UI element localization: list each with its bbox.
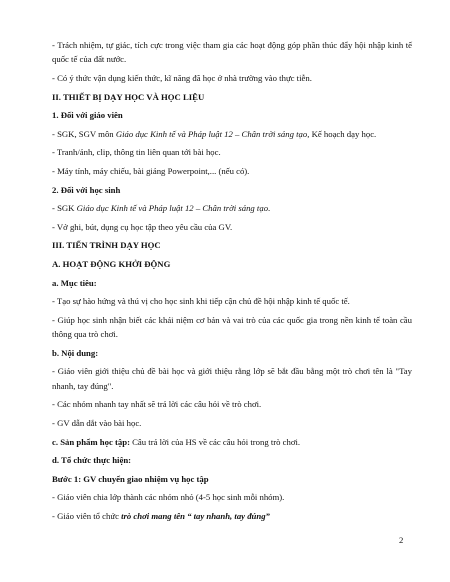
text-segment: .	[268, 203, 271, 214]
paragraph-apply-knowledge: - Có ý thức vận dụng kiến thức, kĩ năng đã học ở nhà trường vào thực tiễn.	[52, 73, 312, 83]
text-segment: - SGK	[52, 203, 77, 214]
page-number: 2	[399, 535, 404, 545]
document-body	[52, 38, 412, 527]
step-heading-1: Bước 1: GV chuyển giao nhiệm vụ học tập	[52, 473, 209, 484]
paragraph-computers: - Máy tính, máy chiếu, bài giảng Powerpoint,... (nếu có).	[52, 165, 250, 176]
book-title: Giáo dục Kinh tế và Pháp luật 12 – Chân trời sáng tạo	[76, 203, 269, 214]
text-segment: - Giáo viên tổ chức	[52, 510, 122, 521]
subheading-student: 2. Đối với học sinh	[52, 184, 121, 195]
paragraph-game-intro: - Giáo viên giới thiệu chủ đề bài học và giới thiệu rằng lớp sẽ bắt đầu bằng một trò chơi tên là "Tay nhanh, tay đúng".	[52, 366, 412, 391]
paragraph-teacher-materials	[52, 127, 412, 141]
activity-heading-warmup: A. HOẠT ĐỘNG KHỞI ĐỘNG	[52, 258, 171, 269]
paragraph-images: - Tranh/ảnh, clip, thông tin liên quan tới bài học.	[52, 147, 221, 158]
section-heading-equipment: II. THIẾT BỊ DẠY HỌC VÀ HỌC LIỆU	[52, 91, 205, 102]
subheading-content: b. Nội dung:	[52, 347, 99, 358]
game-name: trò chơi mang tên “ tay nhanh, tay đúng”	[121, 510, 270, 521]
paragraph-learning-product	[52, 435, 412, 449]
section-heading-process: III. TIẾN TRÌNH DẠY HỌC	[52, 240, 161, 251]
paragraph-student-textbook	[52, 201, 412, 215]
subheading-product: c. Sản phẩm học tập:	[52, 436, 130, 447]
text-segment: Câu trả lời của HS về các câu hỏi trong trò chơi.	[129, 436, 301, 447]
subheading-organization: d. Tổ chức thực hiện:	[52, 455, 132, 466]
subheading-teacher: 1. Đối với giáo viên	[52, 110, 123, 121]
book-title: Giáo dục Kinh tế và Pháp luật 12 – Chân trời sáng tạo	[115, 128, 308, 139]
paragraph-fastest-groups: - Các nhóm nhanh tay nhất sẽ trả lời các câu hỏi về trò chơi.	[52, 399, 262, 410]
paragraph-student-supplies: - Vở ghi, bút, dụng cụ học tập theo yêu cầu của GV.	[52, 221, 233, 232]
paragraph-responsibility: - Trách nhiệm, tự giác, tích cực trong việc tham gia các hoạt động góp phần thúc đẩy hội nhập kinh tế quốc tế của đất nước.	[52, 40, 412, 65]
text-segment: , Kế hoạch dạy học.	[307, 128, 377, 139]
paragraph-excitement: - Tạo sự hào hứng và thú vị cho học sinh khi tiếp cận chủ đề hội nhập kinh tế quốc tế.	[52, 296, 350, 307]
paragraph-game-organization	[52, 509, 412, 523]
subheading-objectives: a. Mục tiêu:	[52, 277, 97, 288]
paragraph-group-division: - Giáo viên chia lớp thành các nhóm nhỏ (4-5 học sinh mỗi nhóm).	[52, 492, 285, 503]
text-segment: - SGK, SGV môn	[52, 128, 116, 139]
paragraph-lead-in: - GV dẫn dắt vào bài học.	[52, 417, 142, 428]
paragraph-concepts: - Giúp học sinh nhận biết các khái niệm cơ bản và vai trò của các quốc gia trong nền kinh tế toàn cầu thông qua trò chơi.	[52, 314, 412, 340]
